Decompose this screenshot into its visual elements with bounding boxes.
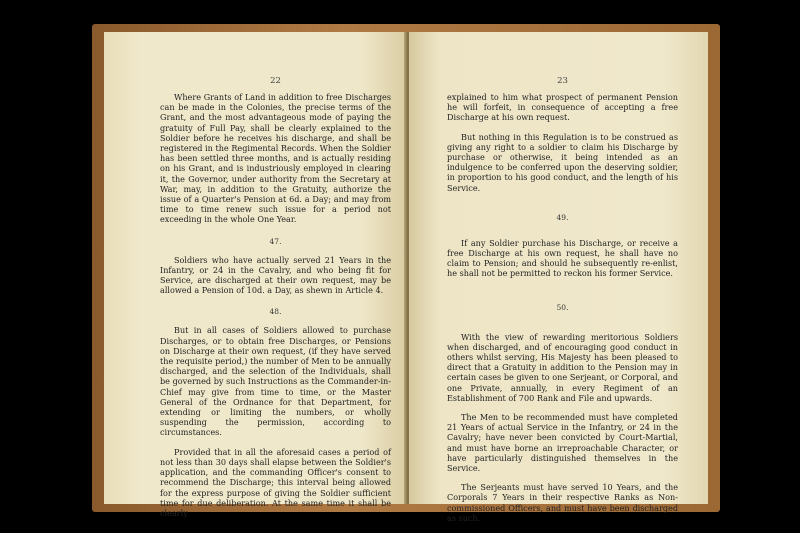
paragraph: explained to him what prospect of permanent Pension he will forfeit, in consequence of accepting a free Discharge at his own request. [447, 92, 678, 123]
section-number: 50. [556, 302, 569, 312]
paragraph: But in all cases of Soldiers allowed to purchase Discharges, or to obtain free Discharges, or Pensions on Discharge at their own request, (if they have served the requisite period,) the number of Men to be annually discharged, and the selection of the Individuals, shall be governed by such Instructions as the Commander-in-Chief may give from time to time, or the Master General of the Ordnance for that Department, for extending or limiting the numbers, or wholly suspending the permission, according to circumstances. [160, 325, 391, 438]
paragraph: The Serjeants must have served 10 Years, and the Corporals 7 Years in their respective Ranks as Non-commissioned Officers, and must have been discharged as such. [447, 482, 678, 523]
section-number: 49. [556, 212, 569, 222]
paragraph: With the view of rewarding meritorious Soldiers when discharged, and of encouraging good conduct in others whilst serving, His Majesty has been pleased to direct that a Gratuity in addition to the Pension may in certain cases be given to one Serjeant, or Corporal, and one Private, annually, in every Regiment of an Establishment of 700 Rank and File and upwards. [447, 331, 678, 403]
paragraph: The Men to be recommended must have completed 21 Years of actual Service in the Infantry, or 24 in the Cavalry; have never been convicted by Court-Martial, and must have borne an irreproachable Character, or have particularly distinguished themselves in the Service. [447, 412, 678, 474]
paragraph: If any Soldier purchase his Discharge, or receive a free Discharge at his own request, he shall have no claim to Pension; and should he subsequently re-enlist, he shall not be permitted to reckon his former Service. [447, 237, 678, 279]
page-number: 22 [270, 76, 281, 86]
right-page [409, 32, 708, 523]
section-number: 48. [269, 307, 282, 317]
page-number: 23 [557, 76, 568, 86]
paragraph: But nothing in this Regulation is to be construed as giving any right to a soldier to claim his Discharge by purchase or otherwise, it being intended as an indulgence to be conferred upon the deserving soldier, in proportion to his good conduct, and the length of his Service. [447, 131, 678, 193]
paragraph: Provided that in all the aforesaid cases a period of not less than 30 days shall elapse between the Soldier's application, and the commanding Officer's consent to recommend the Discharge; this interval being allowed for the express purpose of giving the Soldier sufficient time for due deliberation. At the same time it shall be clearly [160, 446, 391, 518]
section-number: 47. [269, 236, 282, 246]
left-page [104, 32, 407, 518]
paragraph: Where Grants of Land in addition to free Discharges can be made in the Colonies, the precise terms of the Grant, and the most advantageous mode of paying the gratuity of Full Pay, shall be clearly explained to the Soldier before he receives his discharge, and shall be registered in the Regimental Records. When the Soldier has been settled three months, and is actually residing on his Grant, and is industriously employed in clearing it, the Governor, under authority from the Secretary at War, may, in addition to the Gratuity, authorize the issue of a Quarter's Pension at 6d. a Day; and may from time to time renew such issue for a period not exceeding in the whole One Year. [160, 92, 391, 225]
paragraph: Soldiers who have actually served 21 Years in the Infantry, or 24 in the Cavalry, and who being fit for Service, are discharged at their own request, may be allowed a Pension of 10d. a Day, as shewn in Article 4. [160, 254, 391, 296]
